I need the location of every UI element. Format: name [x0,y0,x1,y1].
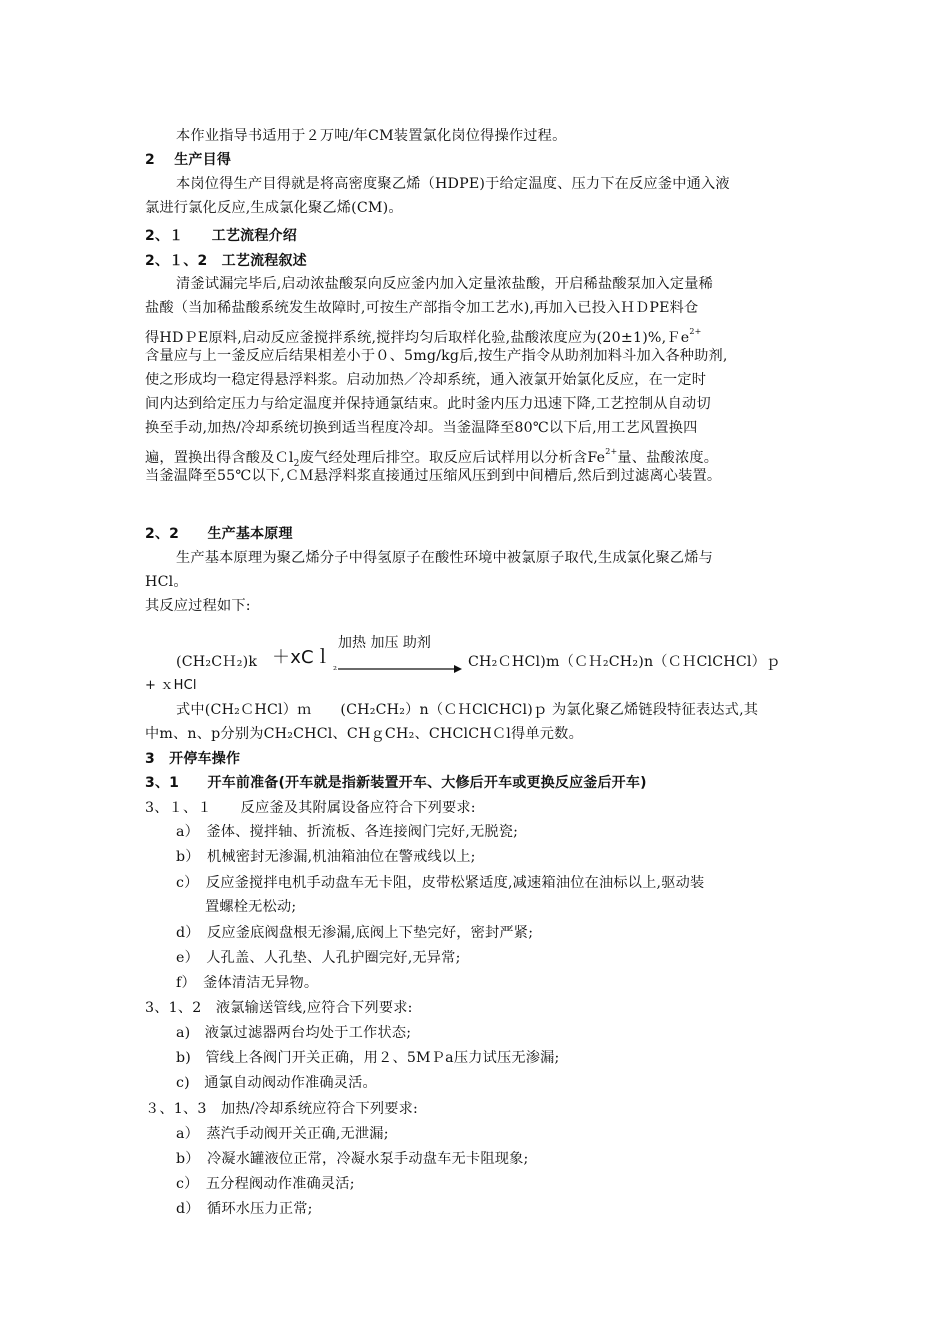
reaction-product: CH₂ＣHCl)m（ＣＨ₂CH₂)n（ＣＨClCHCl）ｐ [468,654,781,670]
reaction-intro: 其反应过程如下: [145,598,251,614]
process-line-7: 换至手动,加热/冷却系统切换到适当程度冷却。当釜温降至80℃以下后,用工艺风置换四 [145,420,698,436]
goal-line-2: 氯进行氯化反应,生成氯化聚乙烯(CM)。 [145,200,403,216]
heading-3-1-2: 3、1、2 液氯输送管线,应符合下列要求: [145,1000,413,1016]
process-line-1: 清釜试漏完毕后,启动浓盐酸泵向反应釜内加入定量浓盐酸，开启稀盐酸泵加入定量稀 [176,276,714,292]
list-item-c: c） 反应釜搅拌电机手动盘车无卡阻，皮带松紧适度,减速箱油位在油标以上,驱动装 [176,875,705,891]
list-item-heat-a: a） 蒸汽手动阀开关正确,无泄漏; [176,1126,389,1142]
reaction-plus-cl: ＋xCｌ [272,647,333,668]
heading-3-1-1: 3、１、１ 反应釜及其附属设备应符合下列要求: [145,800,476,816]
list-item-chlorine-c: c) 通氯自动阀动作准确灵活。 [176,1075,377,1091]
list-item-c-cont: 置螺栓无松动; [205,899,297,915]
list-item-chlorine-a: a) 液氯过滤器两台均处于工作状态; [176,1025,412,1041]
list-item-b: b） 机械密封无渗漏,机油箱油位在警戒线以上; [176,849,476,865]
heading-3-1-3: ３、1、3 加热/冷却系统应符合下列要求: [145,1101,419,1117]
reaction-arrow-icon [338,664,462,674]
heading-3: 3 开停车操作 [145,751,241,767]
list-item-e: e） 人孔盖、人孔垫、人孔护圈完好,无异常; [176,950,461,966]
list-item-heat-c: c） 五分程阀动作准确灵活; [176,1176,355,1192]
process-line-4: 含量应与上一釜反应后结果相差小于０、5mg/kg后,按生产指令从助剂加料斗加入各种助剂, [145,348,728,364]
principle-line-1: 生产基本原理为聚乙烯分子中得氢原子在酸性环境中被氯原子取代,生成氯化聚乙烯与 [176,550,714,566]
formula-line-1: 式中(CH₂ＣHCl）ｍ (CH₂CH₂）n（ＣＨClCHCl)ｐ 为氯化聚乙烯链段特征表达式,其 [176,702,759,718]
intro-line: 本作业指导书适用于２万吨/年CM装置氯化岗位得操作过程。 [176,128,567,144]
list-item-chlorine-b: b) 管线上各阀门开关正确，用２、5MＰa压力试压无渗漏; [176,1050,560,1066]
reaction-reactant: (CH₂CＨ₂)k [176,654,258,670]
list-item-f: f） 釜体清洁无异物。 [176,975,319,991]
process-line-9: 当釜温降至55℃以下,ＣＭ悬浮料浆直接通过压缩风压到到中间槽后,然后到过滤离心装置。 [145,468,722,484]
list-item-heat-b: b） 冷凝水罐液位正常，冷凝水泵手动盘车无卡阻现象; [176,1151,529,1167]
list-item-a: a） 釜体、搅拌轴、折流板、各连接阀门完好,无脱瓷; [176,824,519,840]
reaction-conditions: 加热 加压 助剂 [338,635,431,651]
heading-2-1: 2、１ 工艺流程介绍 [145,228,297,244]
process-line-8: 遍，置换出得含酸及Ｃl$_2$废气经处理后排空。取反应后试样用以分析含$Fe^{2+}$量、盐酸浓度。 [145,447,719,469]
heading-2-1-2: 2、１、2 工艺流程叙述 [145,253,307,269]
reaction-cl-sub: ₂ [333,662,338,673]
process-line-2: 盐酸（当加稀盐酸系统发生故障时,可按生产部指令加工艺水),再加入已投入ＨＤPE料仓 [145,300,699,316]
process-line-5: 使之形成均一稳定得悬浮料浆。启动加热／冷却系统，通入液氯开始氯化反应，在一定时 [145,372,707,388]
process-line-6: 间内达到给定压力与给定温度并保持通氯结束。此时釜内压力迅速下降,工艺控制从自动切 [145,396,711,412]
goal-line-1: 本岗位得生产目得就是将高密度聚乙烯（HDPE)于给定温度、压力下在反应釜中通入液 [176,176,730,192]
process-line-3: 得HDＰE原料,启动反应釜搅拌系统,搅拌均匀后取样化验,盐酸浓度应为(20±1)%,Ｆe$^{2+}$ [145,327,702,346]
list-item-d: d） 反应釜底阀盘根无渗漏,底阀上下垫完好，密封严紧; [176,925,534,941]
formula-line-2: 中m、n、p分别为CH₂CHCl、CHｇCH₂、CHClCHＣl得单元数。 [145,726,583,742]
list-item-heat-d: d） 循环水压力正常; [176,1201,313,1217]
reaction-hcl: + ｘHCl [145,678,197,693]
heading-2-2: 2、2 生产基本原理 [145,526,293,542]
heading-3-1: 3、1 开车前准备(开车就是指新装置开车、大修后开车或更换反应釜后开车) [145,775,647,791]
heading-2: 2 生产目得 [145,152,232,168]
principle-line-2: HCl。 [145,574,188,590]
